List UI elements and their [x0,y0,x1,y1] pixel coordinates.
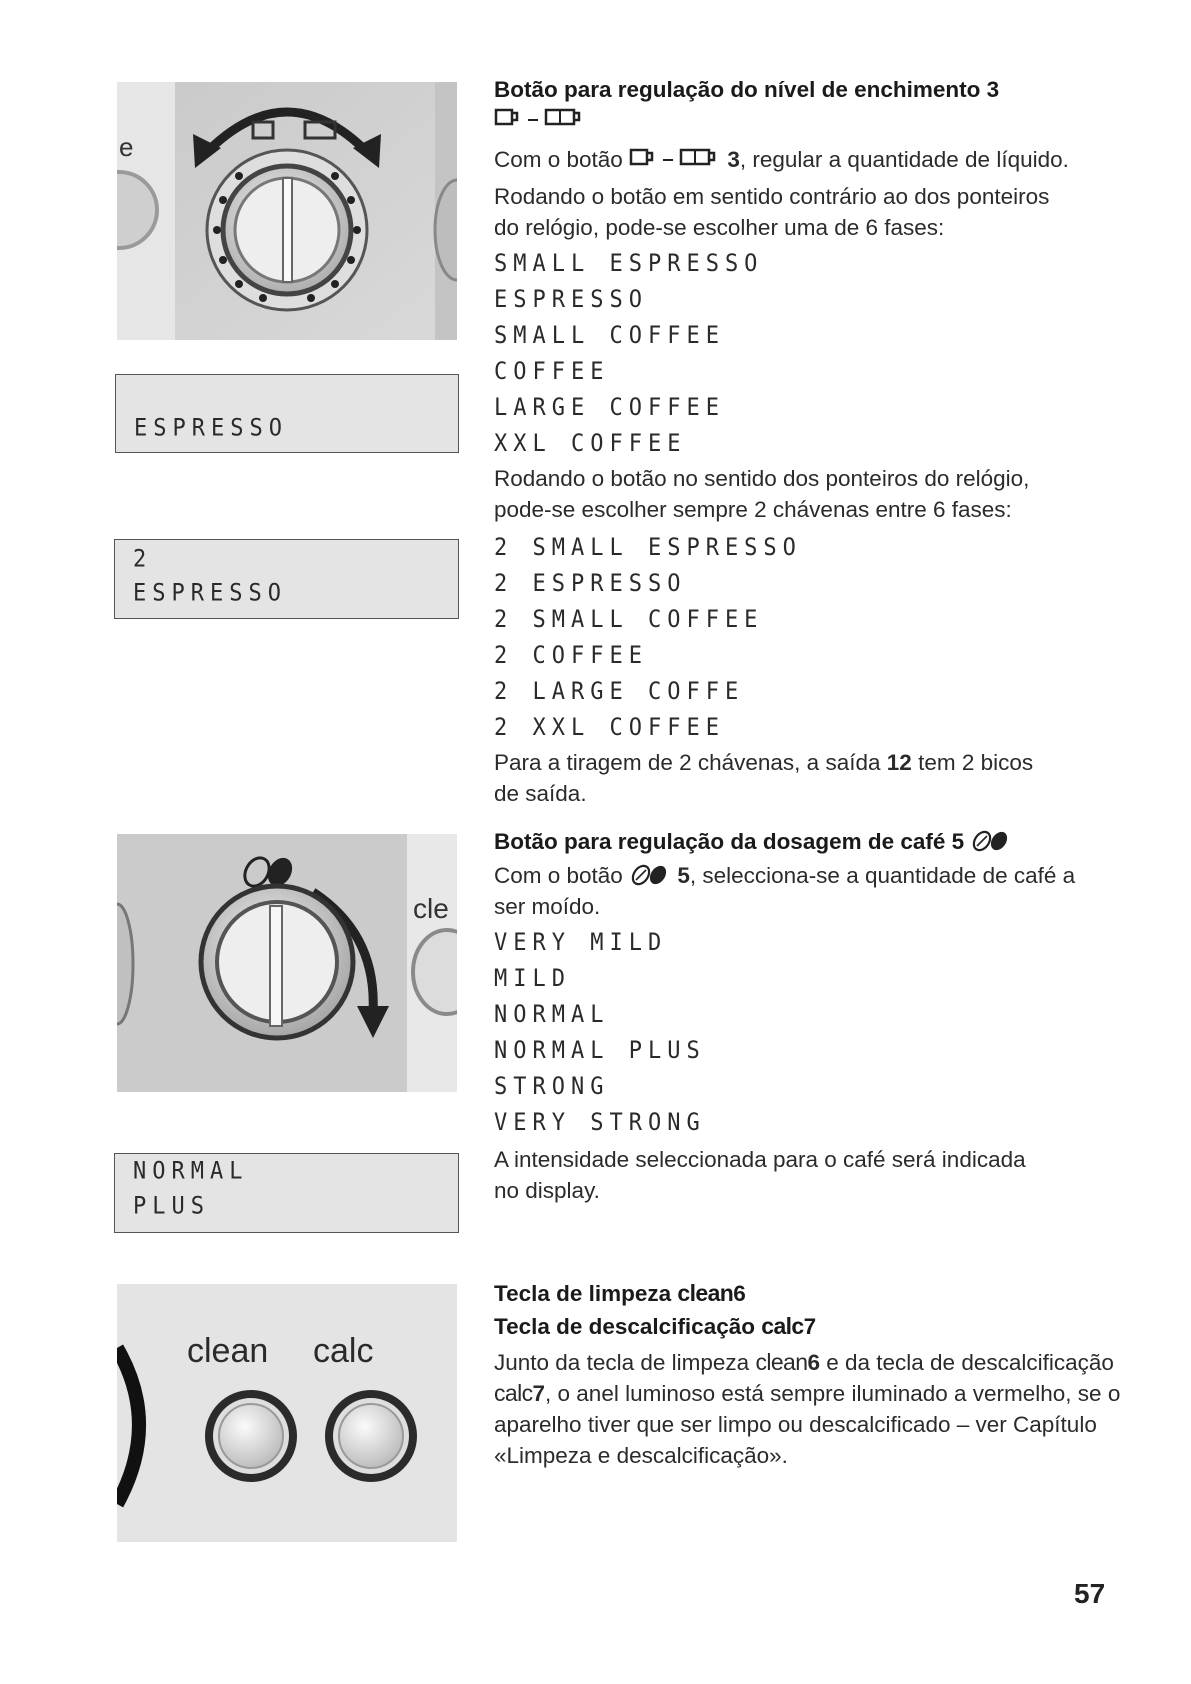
paragraph: A intensidade seleccionada para o café será indicada no display. [494,1147,1026,1203]
strength-list [494,924,1134,1140]
calc-key-label: calc [313,1332,374,1370]
paragraph [494,747,1054,809]
fill-level-knob-illustration [117,82,457,340]
list-item: VERY STRONG [494,1109,706,1137]
text: tem 2 bicos de saída. [494,750,1034,806]
list-item: COFFEE [494,358,610,386]
text: Com o botão [494,863,623,888]
list-item: ESPRESSO [494,286,648,314]
text: , selecciona-se a quantidade de café a ser moído. [494,863,1076,919]
list-item: XXL COFFEE [494,430,687,458]
list-item: NORMAL [494,1001,610,1029]
page-number: 57 [1074,1578,1106,1609]
photo1-label-fragment: e [119,132,134,162]
heading-calc [494,1310,1134,1343]
clean-key-symbol: clean [755,1349,808,1375]
cup-symbols [494,106,1134,138]
text: e da tecla de descalcificação [826,1350,1114,1375]
heading-text: Botão para regulação da dosagem de café 5 [494,829,965,854]
list-item: STRONG [494,1073,610,1101]
ref-number: 7 [532,1381,546,1406]
text: Junto da tecla de limpeza [494,1350,750,1375]
text: , regular a quantidade de líquido. [739,147,1069,172]
ref-number: 12 [886,750,912,775]
ref-number: 7 [803,1314,817,1339]
ref-number: 5 [677,863,690,888]
clean-calc-keys-illustration [117,1284,457,1542]
two-cup-list [494,529,1134,745]
list-item: VERY MILD [494,929,668,957]
list-item: 2 SMALL COFFEE [494,606,764,634]
list-item: SMALL COFFEE [494,322,725,350]
fill-level-knob-photo [117,82,457,340]
one-two-cup-icon [494,106,586,132]
display-normal-plus [114,1153,459,1233]
section-coffee-dosage [494,826,1134,1206]
display-line-2: PLUS [133,1193,210,1220]
heading-text: Tecla de limpeza [494,1281,672,1306]
display-line-2: ESPRESSO [134,415,288,442]
fill-level-list [494,245,1134,461]
section-fill-level [494,74,1134,809]
section-clean-calc [494,1277,1134,1471]
paragraph: Rodando o botão no sentido dos ponteiros do relógio, pode-se escolher sempre 2 chávenas entre 6 fases: [494,466,1030,522]
clean-calc-keys-photo [117,1284,457,1542]
display-2-espresso [114,539,459,619]
display-espresso [115,374,459,453]
list-item: NORMAL PLUS [494,1037,706,1065]
list-item: MILD [494,965,571,993]
one-two-cup-icon [629,148,721,170]
text: Para a tiragem de 2 chávenas, a saída [494,750,881,775]
list-item: LARGE COFFEE [494,394,725,422]
coffee-bean-icon [629,864,671,886]
calc-key-symbol: calc [761,1313,804,1339]
list-item: 2 XXL COFFEE [494,714,725,742]
coffee-dosage-knob-illustration [117,834,457,1092]
paragraph [494,860,1094,922]
heading-clean [494,1277,1134,1310]
list-item: 2 COFFEE [494,642,648,670]
list-item: 2 SMALL ESPRESSO [494,534,802,562]
section-heading: Botão para regulação do nível de enchimento 3 [494,77,1000,102]
heading-text: Tecla de descalcificação [494,1314,755,1339]
coffee-dosage-knob-photo [117,834,457,1092]
clean-key-symbol: clean [677,1280,734,1306]
paragraph [494,1347,1134,1471]
clean-key-label: clean [187,1332,269,1370]
paragraph: Rodando o botão em sentido contrário ao dos ponteiros do relógio, pode-se escolher uma de 6 fases: [494,184,1050,240]
calc-key-symbol: calc [494,1380,533,1406]
text: Com o botão [494,147,623,172]
list-item: SMALL ESPRESSO [494,250,764,278]
ref-number: 6 [807,1350,820,1375]
list-item: 2 LARGE COFFE [494,678,745,706]
display-line-2: ESPRESSO [133,580,287,607]
display-line-1: 2 [133,546,153,573]
photo2-label-fragment: cle [413,893,449,924]
list-item: 2 ESPRESSO [494,570,687,598]
ref-number: 3 [727,147,740,172]
coffee-bean-icon [970,830,1012,852]
display-line-1: NORMAL [133,1158,249,1185]
section-heading [494,826,1134,858]
ref-number: 6 [733,1281,746,1306]
paragraph [494,144,1134,175]
text: , o anel luminoso está sempre iluminado a vermelho, se o aparelho tiver que ser limpo ou descalcificado – ver Capítulo «Limpeza e descalcificação». [494,1381,1121,1468]
